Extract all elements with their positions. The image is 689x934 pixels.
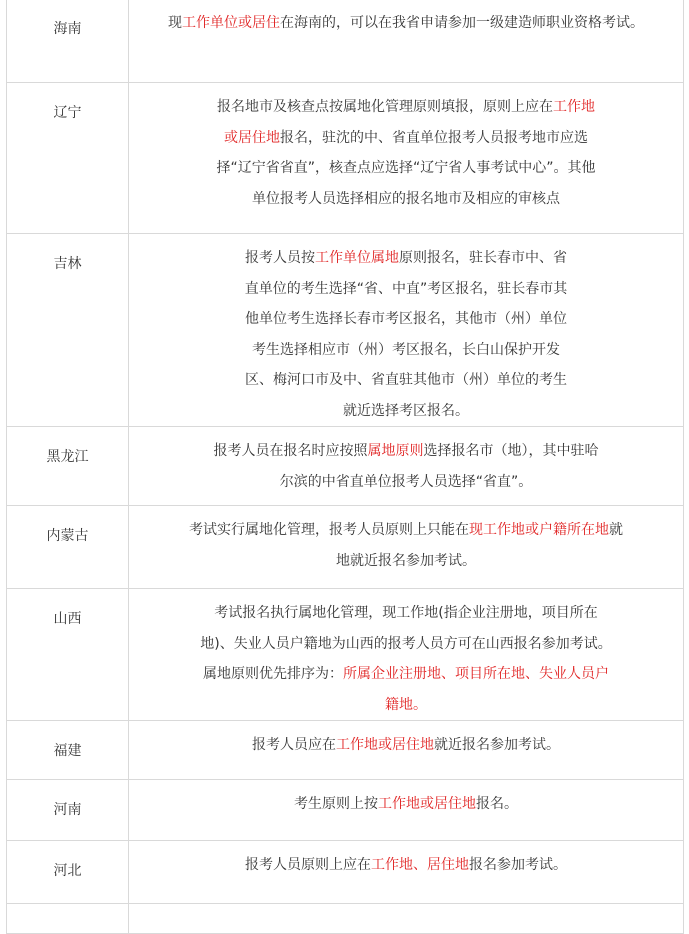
table-row [7,427,684,506]
rule-description-cell [129,83,684,234]
rule-description-cell [129,904,684,934]
province-name: 河北 [53,863,82,879]
province-name: 辽宁 [53,105,82,121]
registration-rules-table [6,0,684,934]
table-row [7,234,684,427]
province-name: 吉林 [53,256,82,272]
province-cell [7,841,129,904]
province-cell [7,589,129,721]
rule-description-cell [129,234,684,427]
province-name: 河南 [53,802,82,818]
rule-text: 就地就近报名参加考试。 [336,522,623,569]
highlighted-text: 工作地或居住地 [336,737,434,753]
province-name: 海南 [53,21,82,37]
table-row [7,0,684,83]
province-cell [7,83,129,234]
rule-text: 考试实行属地化管理，报考人员原则上只能在 [189,522,469,538]
highlighted-text: 工作单位属地 [315,250,399,266]
rule-text: 考试报名执行属地化管理，现工作地(指企业注册地，项目所在地)、失业人员户籍地为山西的报考人员方可在山西报名参加考试。属地原则优先排序为： [200,605,612,682]
rule-description-cell [129,0,684,83]
highlighted-text: 所属企业注册地、项目所在地、失业人员户籍地。 [343,666,609,713]
rule-text: 报名地市及核查点按属地化管理原则填报，原则上应在 [217,99,553,115]
table-row [7,589,684,721]
rule-text: 报考人员原则上应在 [245,857,371,873]
province-cell [7,234,129,427]
province-cell [7,506,129,589]
rule-description-cell [129,427,684,506]
rule-text: 报考人员应在 [252,737,336,753]
province-cell [7,721,129,780]
rule-text: 报名，驻沈的中、省直单位报考人员报考地市应选择“辽宁省省直”，核查点应选择“辽宁省人事考试中心”。其他单位报考人员选择相应的报名地市及相应的审核点 [216,129,596,207]
province-name: 山西 [53,611,82,627]
highlighted-text: 现工作地或户籍所在地 [469,522,609,538]
rule-text: 考生原则上按 [294,796,378,812]
province-name: 黑龙江 [46,449,89,465]
rule-text: 报名。 [476,796,518,812]
province-cell [7,780,129,841]
rule-description-cell [129,780,684,841]
table-row [7,841,684,904]
rule-text: 就近报名参加考试。 [434,737,560,753]
province-name: 福建 [53,743,82,759]
province-cell [7,427,129,506]
rule-description-cell [129,589,684,721]
table-row [7,904,684,934]
highlighted-text: 工作地或居住地 [224,99,595,146]
province-name: 内蒙古 [46,528,89,544]
table-row [7,780,684,841]
highlighted-text: 工作地、居住地 [371,857,469,873]
rule-text: 在海南的，可以在我省申请参加一级建造师职业资格考试。 [280,15,644,31]
highlighted-text: 工作地或居住地 [378,796,476,812]
table-row [7,506,684,589]
highlighted-text: 属地原则 [367,443,424,459]
table-body [7,0,684,934]
rule-text: 报考人员在报名时应按照 [213,443,368,459]
rule-description-cell [129,721,684,780]
rule-text: 报考人员按 [245,250,315,266]
highlighted-text: 工作单位或居住 [182,15,280,31]
rule-description-cell [129,506,684,589]
province-cell [7,0,129,83]
rule-text: 选择报名市（地），其中驻哈尔滨的中省直单位报考人员选择“省直”。 [279,443,599,490]
table-row [7,721,684,780]
rule-text: 原则报名，驻长春市中、省直单位的考生选择“省、中直”考区报名，驻长春市其他单位考生选择长春市考区报名，其他市（州）单位考生选择相应市（州）考区报名，长白山保护开发区、梅河口市及中、省直驻其他市（州）单位的考生就近选择考区报名。 [244,250,568,419]
table-row [7,83,684,234]
rule-text: 现 [168,15,182,31]
rule-text: 报名参加考试。 [469,857,567,873]
rule-description-cell [129,841,684,904]
province-cell [7,904,129,934]
